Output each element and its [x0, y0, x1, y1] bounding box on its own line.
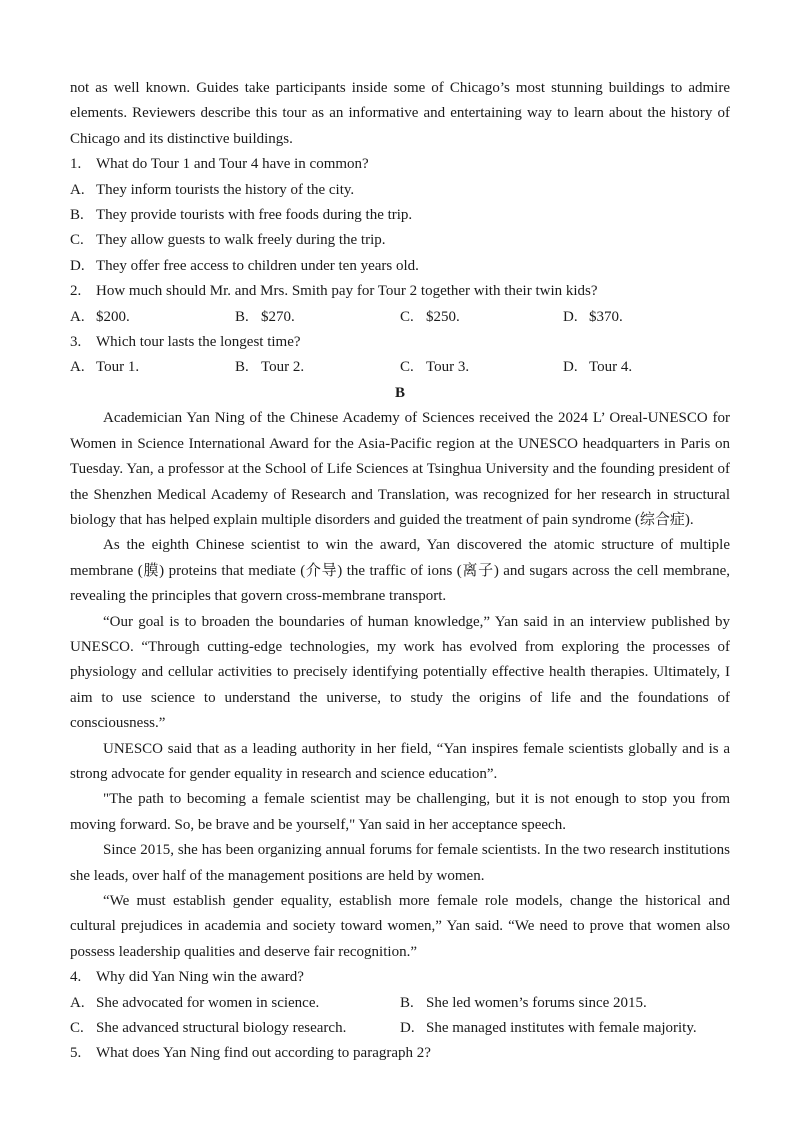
- option-d-text: She managed institutes with female majority.: [426, 1020, 697, 1037]
- option-c-label: C.: [400, 359, 414, 376]
- option-a-text: Tour 1.: [96, 359, 140, 376]
- question-5-number: 5.: [70, 1045, 82, 1062]
- option-d-label: D.: [563, 359, 578, 376]
- option-a-text: They inform tourists the history of the city.: [96, 181, 355, 198]
- option-c-label: C.: [70, 232, 84, 249]
- option-d-text: They offer free access to children under ten years old.: [96, 257, 419, 274]
- option-b-label: B.: [70, 207, 84, 224]
- question-3-number: 3.: [70, 334, 82, 351]
- question-2-option-b: [235, 305, 400, 330]
- question-2-option-d: [563, 305, 730, 330]
- option-a-label: A.: [70, 181, 85, 198]
- question-3-text: Which tour lasts the longest time?: [96, 334, 301, 351]
- question-4-options: [70, 991, 730, 1042]
- option-a-text: $200.: [96, 308, 130, 325]
- question-1-option-a: [70, 178, 730, 203]
- passage-b-paragraph-3: “Our goal is to broaden the boundaries of human knowledge,” Yan said in an interview published by UNESCO. “Through cutting-edge technologies, my work has evolved from exploring the processes of physiology and cellular activities to precisely identifying potentially effective health therapies. Ultimately, I aim to use science to understand the universe, to study the origins of life and the foundations of consciousness.”: [70, 613, 730, 732]
- question-2-option-a: [70, 305, 235, 330]
- question-3-option-b: [235, 355, 400, 380]
- option-a-label: A.: [70, 359, 85, 376]
- option-b-label: B.: [235, 359, 249, 376]
- option-a-label: A.: [70, 308, 85, 325]
- question-4-number: 4.: [70, 969, 82, 986]
- question-1-option-c: [70, 228, 730, 253]
- passage-b-paragraph-5: "The path to becoming a female scientist may be challenging, but it is not enough to stop you from moving forward. So, be brave and be yourself," Yan said in her acceptance speech.: [70, 791, 730, 833]
- option-d-label: D.: [563, 308, 578, 325]
- option-c-label: C.: [400, 308, 414, 325]
- question-3-option-d: [563, 355, 730, 380]
- passage-b-paragraph-6: Since 2015, she has been organizing annual forums for female scientists. In the two research institutions she leads, over half of the management positions are held by women.: [70, 842, 730, 884]
- option-c-label: C.: [70, 1020, 84, 1037]
- question-5-text: What does Yan Ning find out according to paragraph 2?: [96, 1045, 431, 1062]
- question-2-text: How much should Mr. and Mrs. Smith pay for Tour 2 together with their twin kids?: [96, 283, 598, 300]
- option-a-label: A.: [70, 994, 85, 1011]
- option-a-text: She advocated for women in science.: [96, 994, 320, 1011]
- option-d-label: D.: [70, 257, 85, 274]
- question-1-option-d: [70, 254, 730, 279]
- question-4-text: Why did Yan Ning win the award?: [96, 969, 304, 986]
- question-4-option-a: [70, 991, 400, 1016]
- passage-b-paragraph-4: UNESCO said that as a leading authority in her field, “Yan inspires female scientists globally and is a strong advocate for gender equality in research and science education”.: [70, 740, 730, 782]
- exam-content: [70, 76, 730, 1067]
- passage-b-paragraph-2: As the eighth Chinese scientist to win the award, Yan discovered the atomic structure of multiple membrane (膜) proteins that mediate (介导) the traffic of ions (离子) and sugars across the cell membrane, revealing the principles that govern cross-membrane transport.: [70, 537, 730, 605]
- question-3: [70, 330, 730, 355]
- question-1-number: 1.: [70, 156, 82, 173]
- question-1-options: [70, 178, 730, 280]
- question-2-options: [70, 305, 730, 330]
- passage-a-tail-paragraph: not as well known. Guides take participants inside some of Chicago’s most stunning buildings to admire elements. Reviewers describe this tour as an informative and entertaining way to learn about the history of Chicago and its distinctive buildings.: [70, 80, 730, 147]
- question-2-number: 2.: [70, 283, 82, 300]
- question-3-option-a: [70, 355, 235, 380]
- question-3-options: [70, 355, 730, 380]
- option-c-text: Tour 3.: [426, 359, 470, 376]
- option-b-text: She led women’s forums since 2015.: [426, 994, 647, 1011]
- question-4-option-b: [400, 991, 730, 1016]
- option-b-label: B.: [235, 308, 249, 325]
- question-3-option-c: [400, 355, 563, 380]
- option-b-text: Tour 2.: [261, 359, 305, 376]
- question-4-option-d: [400, 1016, 730, 1041]
- option-b-text: $270.: [261, 308, 295, 325]
- question-1-text: What do Tour 1 and Tour 4 have in common?: [96, 156, 369, 173]
- option-d-text: Tour 4.: [589, 359, 633, 376]
- option-b-label: B.: [400, 994, 414, 1011]
- question-4: [70, 965, 730, 990]
- question-2: [70, 279, 730, 304]
- passage-b-paragraph-1: Academician Yan Ning of the Chinese Academy of Sciences received the 2024 L’ Oreal-UNESCO for Women in Science International Award for the Asia-Pacific region at the UNESCO headquarters in Paris on Tuesday. Yan, a professor at the School of Life Sciences at Tsinghua University and the founding president of the Shenzhen Medical Academy of Research and Translation, was recognized for her research in structural biology that has helped explain multiple disorders and guided the treatment of pain syndrome (综合症).: [70, 410, 730, 528]
- question-4-option-c: [70, 1016, 400, 1041]
- option-c-text: She advanced structural biology research.: [96, 1020, 347, 1037]
- option-c-text: $250.: [426, 308, 460, 325]
- question-2-option-c: [400, 305, 563, 330]
- option-d-text: $370.: [589, 308, 623, 325]
- passage-b-paragraph-7: “We must establish gender equality, establish more female role models, change the historical and cultural prejudices in academia and society toward women,” Yan said. “We need to prove that women also possess leadership qualities and deserve fair recognition.”: [70, 893, 730, 960]
- section-b-header: B: [394, 384, 405, 401]
- question-1: [70, 152, 730, 177]
- option-c-text: They allow guests to walk freely during the trip.: [96, 232, 386, 249]
- question-5: [70, 1041, 730, 1066]
- option-d-label: D.: [400, 1020, 415, 1037]
- question-1-option-b: [70, 203, 730, 228]
- option-b-text: They provide tourists with free foods during the trip.: [96, 207, 413, 224]
